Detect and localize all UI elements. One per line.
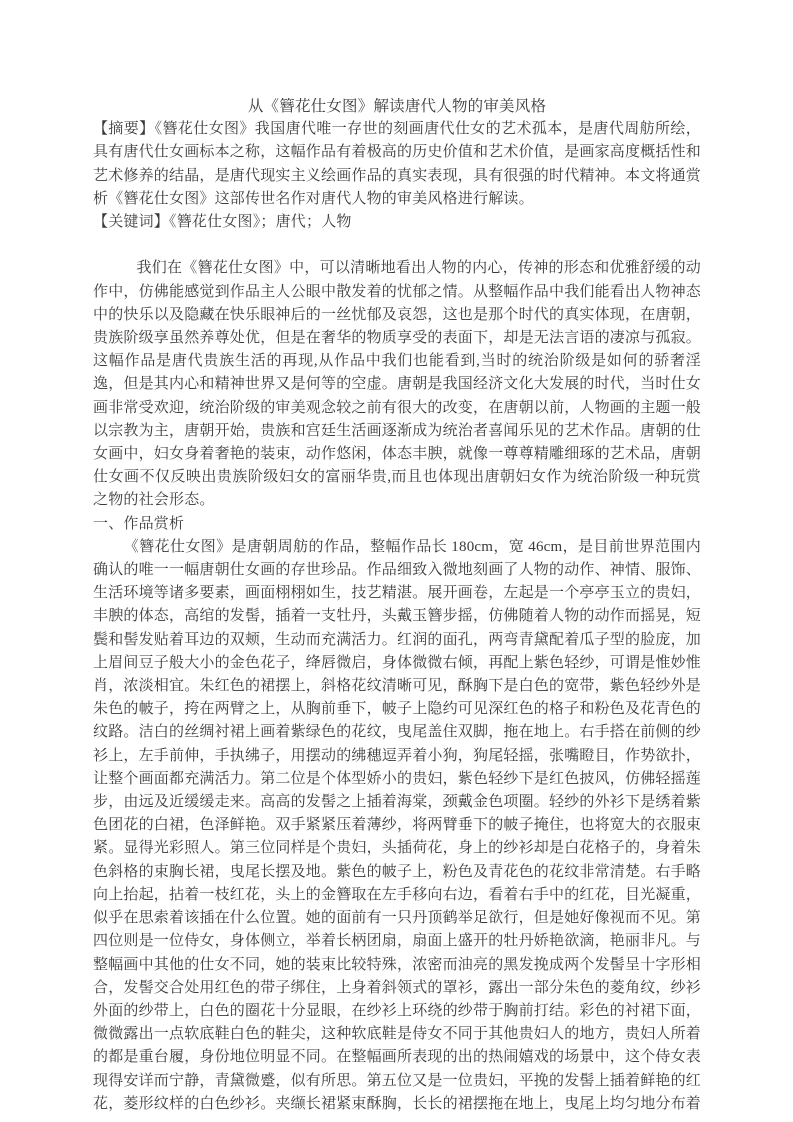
abstract-paragraph: 【摘要】《簪花仕女图》我国唐代唯一存世的刻画唐代仕女的艺术孤本，是唐代周舫所绘，具有唐代仕女画标本之称，这幅作品有着极高的历史价值和艺术价值，是画家高度概括性和艺术修养的结晶，是唐代现实主义绘画作品的真实表现，具有很强的时代精神。本文将通赏析《簪花仕女图》这部传世名作对唐代人物的审美风格进行解读。	[93, 121, 702, 207]
intro-paragraph: 我们在《簪花仕女图》中，可以清晰地看出人物的内心，传神的形态和优雅舒缓的动作中，仿佛能感觉到作品主人公眼中散发着的忧郁之情。从整幅作品中我们能看出人物神态中的快乐以及隐藏在快乐眼神后的一丝忧郁及哀怨，这也是那个时代的真实体现，在唐朝，贵族阶级享虽然养尊处优，但是在奢华的物质享受的表面下，却是无法言语的凄凉与孤寂。这幅作品是唐代贵族生活的再现,从作品中我们也能看到,当时的统治阶级是如何的骄奢淫逸，但是其内心和精神世界又是何等的空虚。唐朝是我国经济文化大发展的时代，当时仕女画非常受欢迎，统治阶级的审美观念较之前有很大的改变，在唐朝以前，人物画的主题一般以宗教为主，唐朝开始，贵族和宫廷生活画逐渐成为统治者喜闻乐见的艺术作品。唐朝的仕女画中，妇女身着奢艳的装束，动作悠闲，体态丰腴，就像一尊尊精雕细琢的艺术品，唐朝仕女画不仅反映出贵族阶级妇女的富丽华贵,而且也体现出唐朝妇女作为统治阶级一种玩赏之物的社会形态。	[93, 260, 702, 509]
blank-line-spacer	[93, 234, 701, 257]
keywords-line: 【关键词】《簪花仕女图》；唐代；人物	[93, 214, 352, 231]
section-paragraph-appreciation: 《簪花仕女图》是唐朝周舫的作品，整幅作品长 180cm，宽 46cm，是目前世界范围内确认的唯一一幅唐朝仕女画的存世珍品。作品细致入微地刻画了人物的动作、神情、服饰、生活环境等诸多要素，画面栩栩如生，技艺精湛。展开画卷，左起是一个亭亭玉立的贵妇，丰腴的体态，高绾的发髻，插着一支牡丹，头戴玉簪步摇，仿佛随着人物的动作而摇晃，短鬓和髻发贴着耳边的双颊，生动而充满活力。红润的面孔，两弯青黛配着瓜子型的脸庞，加上眉间豆子般大小的金色花子，绛唇微启，身体微微右倾，再配上紫色轻纱，可谓是惟妙惟肖，浓淡相宜。朱红色的裙摆上，斜格花纹清晰可见，酥胸下是白色的宽带，紫色轻纱外是朱色的帔子，挎在两臂之上，从胸前垂下，帔子上隐约可见深红色的格子和粉色及花青色的纹路。洁白的丝绸衬裙上画着紫绿色的花纹，曳尾盖住双脚，拖在地上。右手搭在前侧的纱衫上，左手前伸，手执绋子，用摆动的绋穗逗弄着小狗，狗尾轻摇，张嘴瞪目，作势欲扑，让整个画面都充满活力。第二位是个体型娇小的贵妇，紫色轻纱下是红色披风，仿佛轻摇莲步，由远及近缓缓走来。高高的发髻之上插着海棠，颈戴金色项圈。轻纱的外衫下是绣着紫色团花的白裙，色泽鲜艳。双手紧紧压着薄纱，将两臂垂下的帔子掩住，也将宽大的衣服束紧。显得光彩照人。第三位同样是个贵妇，头插荷花，身上的纱衫却是白花格子的，身着朱色斜格的束胸长裙，曳尾长摆及地。紫色的帔子上，粉色及青花色的花纹非常清楚。右手略向上抬起，拈着一枝红花，头上的金簪取在左手移向右边，看着右手中的红花，目光凝重，似乎在思索着该插在什么位置。她的面前有一只丹顶鹤举足欲行，但是她好像视而不见。第四位则是一位侍女，身体侧立，举着长柄团扇，扇面上盛开的牡丹娇艳欲滴，艳丽非凡。与整幅画中其他的仕女不同，她的装束比较特殊，浓密而油亮的黑发挽成两个发髻呈十字形相合，发髻交合处用红色的带子绑住，上身着斜领式的罩衫，露出一部分朱色的菱角纹，纱衫外面的纱带上，白色的圈花十分显眼，在纱衫上环绕的纱带于胸前打结。彩色的衬裙下面，微微露出一点软底鞋白色的鞋尖，这种软底鞋是侍女不同于其他贵妇人的地方，贵妇人所着的都是重台履，身份地位明显不同。在整幅画所表现的出的热闹嬉戏的场景中，这个侍女表现得安详而宁静，青黛微蹙，似有所思。第五位又是一位贵妇，平挽的发髻上插着鲜艳的红花，菱形纹样的白色纱衫。夹缬长裙紧束酥胸，长长的裙摆拖在地上，曳尾上均匀地分布着	[93, 538, 702, 1112]
document-content	[93, 95, 701, 1116]
section-heading-appreciation: 一、作品赏析	[93, 515, 185, 532]
document-title: 从《簪花仕女图》解读唐代人物的审美风格	[247, 98, 547, 115]
